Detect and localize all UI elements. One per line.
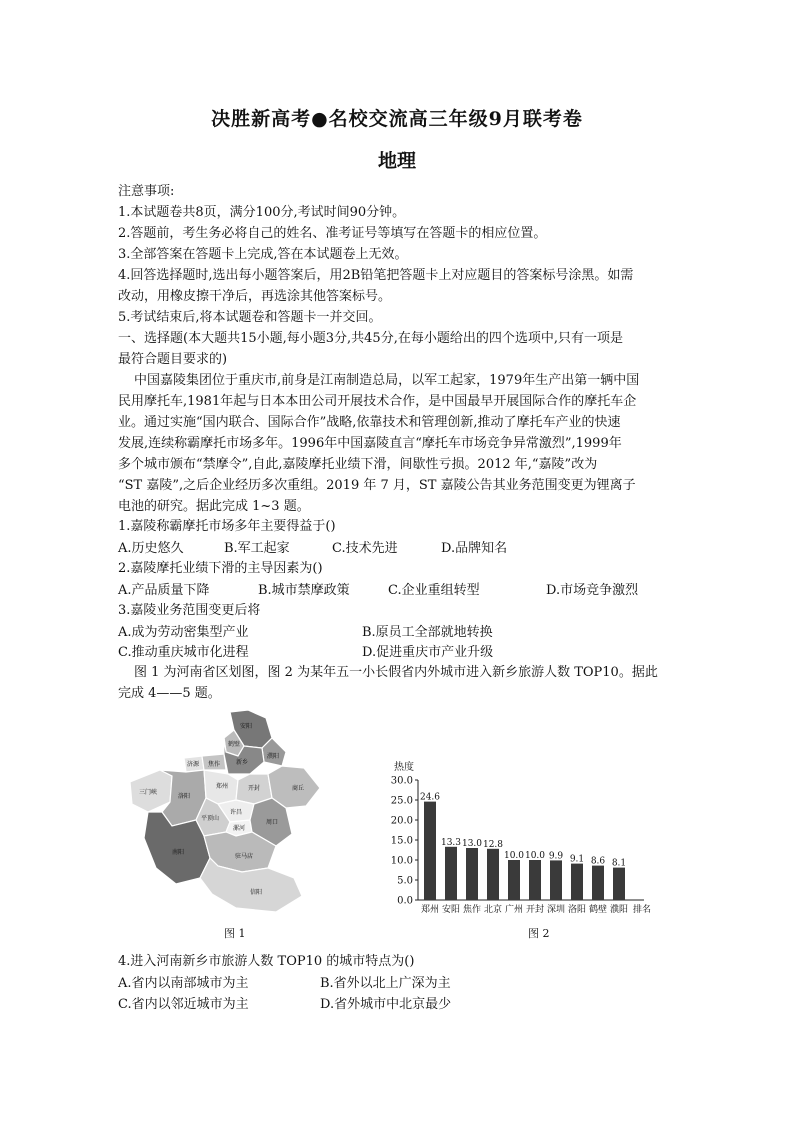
question-1-stem: 1.嘉陵称霸摩托市场多年主要得益于() [118, 519, 336, 534]
notice-item: 5.考试结束后,将本试题卷和答题卡一并交回。 [118, 310, 382, 325]
passage-line: 业。通过实施“国内联合、国际合作”战略,依靠技术和管理创新,推动了摩托车产业的快速 [118, 415, 621, 430]
question-3-stem: 3.嘉陵业务范围变更后将 [118, 603, 261, 618]
y-tick-label: 0.0 [397, 895, 413, 907]
q3-option-b[interactable]: B.原员工全部就地转换 [362, 625, 493, 640]
passage-line: 发展,连续称霸摩托市场多年。1996年中国嘉陵直言“摩托车市场竞争异常激烈”,1999年 [118, 436, 622, 451]
passage-line: “ST 嘉陵”,之后企业经历多次重组。2019 年 7 月，ST 嘉陵公告其业务范围变更为锂离子 [118, 478, 636, 493]
map-label: 新乡 [235, 759, 249, 766]
y-tick-label: 25.0 [390, 795, 413, 807]
notice-item: 1.本试题卷共8页，满分100分,考试时间90分钟。 [118, 205, 406, 220]
passage2-line: 图 1 为河南省区划图，图 2 为某年五一小长假省内外城市进入新乡旅游人数 TOP10。据此 [134, 665, 658, 680]
y-tick-label: 10.0 [390, 855, 413, 867]
x-tick-label: 深圳 [546, 905, 566, 915]
q4-option-b[interactable]: B.省外以北上广深为主 [320, 976, 451, 991]
map-label: 商丘 [291, 785, 305, 792]
x-tick-label: 焦作 [462, 905, 482, 915]
x-tick-label: 洛阳 [567, 905, 587, 915]
x-tick-label: 濮阳 [609, 905, 629, 915]
map-label: 三门峡 [138, 789, 158, 796]
q1-option-a[interactable]: A.历史悠久 [118, 541, 184, 556]
map-label: 鹤壁 [227, 741, 241, 748]
q2-option-c[interactable]: C.企业重组转型 [388, 583, 480, 598]
bar-濮阳 [613, 868, 625, 900]
section-heading: 一、选择题(本大题共15小题,每小题3分,共45分,在每小题给出的四个选项中,只有一项是 [118, 331, 623, 346]
subject-title: 地理 [377, 150, 416, 172]
q4-option-c[interactable]: C.省内以邻近城市为主 [118, 997, 249, 1012]
q2-option-a[interactable]: A.产品质量下降 [118, 583, 210, 598]
x-tick-label: 郑州 [420, 905, 440, 915]
bar-广州 [508, 860, 520, 900]
x-tick-label: 广州 [504, 905, 524, 915]
notice-heading: 注意事项: [118, 184, 175, 199]
map-label: 周口 [265, 819, 279, 826]
q1-option-d[interactable]: D.品牌知名 [441, 541, 508, 556]
passage2-line: 完成 4——5 题。 [118, 686, 221, 701]
section-heading-cont: 最符合题目要求的) [118, 352, 228, 367]
bar-洛阳 [571, 864, 583, 900]
map-label: 南阳 [171, 849, 185, 856]
map-label: 濮阳 [266, 753, 280, 760]
figure-2-caption: 图 2 [528, 927, 550, 940]
map-label: 焦作 [207, 761, 221, 768]
y-tick-label: 30.0 [390, 775, 413, 787]
y-tick-label: 5.0 [397, 875, 413, 887]
notice-item: 4.回答选择题时,选出每小题答案后，用2B铅笔把答题卡上对应题目的答案标号涂黑。如需 [118, 268, 634, 283]
x-axis-label: 排名 [632, 905, 652, 915]
q2-option-b[interactable]: B.城市禁摩政策 [258, 583, 350, 598]
map-label: 漯河 [232, 825, 246, 832]
q1-option-c[interactable]: C.技术先进 [332, 541, 398, 556]
bar-value-label: 8.1 [611, 858, 627, 869]
map-label: 洛阳 [177, 793, 191, 800]
q4-option-d[interactable]: D.省外城市中北京最少 [320, 997, 452, 1012]
bar-焦作 [466, 848, 478, 900]
q1-option-b[interactable]: B.军工起家 [224, 541, 290, 556]
passage-line: 中国嘉陵集团位于重庆市,前身是江南制造总局，以军工起家，1979年生产出第一辆中国 [134, 373, 640, 388]
map-label: 安阳 [239, 723, 253, 730]
bar-value-label: 13.3 [440, 837, 462, 848]
x-tick-label: 安阳 [441, 905, 461, 915]
bar-value-label: 24.6 [419, 792, 441, 803]
bar-value-label: 9.1 [569, 854, 585, 865]
q3-option-c[interactable]: C.推动重庆城市化进程 [118, 645, 249, 660]
map-label: 开封 [247, 785, 261, 792]
map-label: 信阳 [249, 889, 263, 896]
y-tick-label: 20.0 [390, 815, 413, 827]
map-label: 许昌 [229, 809, 243, 816]
passage-line: 电池的研究。据此完成 1~3 题。 [118, 499, 310, 514]
bar-value-label: 8.6 [590, 856, 606, 867]
passage-line: 民用摩托车,1981年起与日本本田公司开展技术合作，是中国最早开展国际合作的摩托车企 [118, 394, 637, 409]
notice-item: 改动，用橡皮擦干净后，再选涂其他答案标号。 [118, 289, 392, 304]
q4-option-a[interactable]: A.省内以南部城市为主 [118, 976, 249, 991]
map-label: 郑州 [215, 783, 229, 790]
bar-北京 [487, 849, 499, 900]
passage-line: 多个城市颁布“禁摩令”,自此,嘉陵摩托业绩下滑，间歇性亏损。2012 年,“嘉陵”改为 [118, 457, 598, 472]
bar-鹤壁 [592, 866, 604, 900]
bar-value-label: 10.0 [503, 851, 525, 861]
exam-title: 决胜新高考●名校交流高三年级9月联考卷 [211, 108, 583, 130]
notice-item: 3.全部答案在答题卡上完成,答在本试题卷上无效。 [118, 247, 408, 262]
map-label: 驻马店 [234, 853, 254, 860]
x-tick-label: 鹤壁 [588, 905, 608, 915]
map-label: 济源 [186, 761, 200, 768]
bar-value-label: 9.9 [548, 851, 564, 862]
bar-深圳 [550, 860, 562, 900]
y-axis-label: 热度 [394, 762, 414, 773]
q3-option-d[interactable]: D.促进重庆市产业升级 [362, 645, 494, 660]
bar-value-label: 12.8 [482, 839, 504, 850]
bar-value-label: 13.0 [461, 839, 483, 849]
question-2-stem: 2.嘉陵摩托业绩下滑的主导因素为() [118, 561, 323, 576]
q2-option-d[interactable]: D.市场竞争激烈 [546, 583, 639, 598]
tourism-bar-chart [362, 760, 662, 920]
bar-郑州 [424, 802, 436, 900]
map-label: 平顶山 [200, 815, 220, 822]
henan-map [126, 708, 332, 918]
bar-安阳 [445, 847, 457, 900]
bar-value-label: 10.0 [524, 851, 546, 861]
notice-item: 2.答题前，考生务必将自己的姓名、准考证号等填写在答题卡的相应位置。 [118, 226, 547, 241]
y-tick-label: 15.0 [390, 835, 413, 847]
x-tick-label: 开封 [525, 905, 545, 915]
figure-1-caption: 图 1 [224, 927, 246, 940]
x-tick-label: 北京 [483, 905, 503, 915]
question-4-stem: 4.进入河南新乡市旅游人数 TOP10 的城市特点为() [118, 954, 415, 969]
bar-开封 [529, 860, 541, 900]
q3-option-a[interactable]: A.成为劳动密集型产业 [118, 625, 249, 640]
